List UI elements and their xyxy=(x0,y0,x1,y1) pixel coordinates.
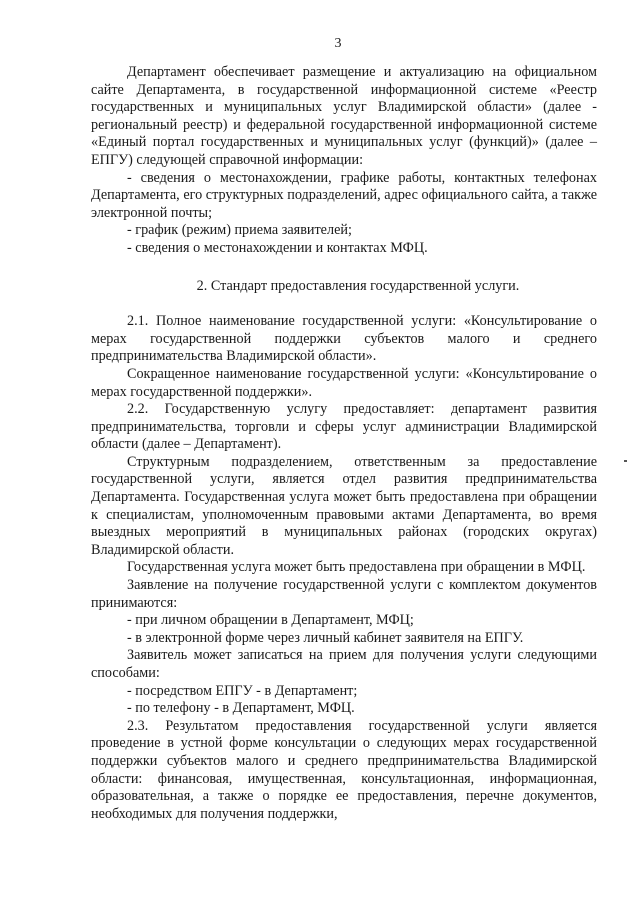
section-heading: 2. Стандарт предоставления государственной услуги. xyxy=(196,277,520,294)
list-item-electronic: - в электронной форме через личный кабинет заявителя на ЕПГУ. xyxy=(127,629,524,646)
paragraph-appointment: Заявитель может записаться на прием для получения услуги следующими способами: xyxy=(91,647,597,681)
list-item-location-info: - сведения о местонахождении, графике работы, контактных телефонах Департамента, его структурных подразделений, адрес официального сайта, а также электронной почты; xyxy=(91,169,597,221)
list-item-in-person: - при личном обращении в Департамент, МФЦ; xyxy=(127,612,414,629)
list-item-by-phone: - по телефону - в Департамент, МФЦ. xyxy=(127,700,355,717)
list-item-via-epgu: - посредством ЕПГУ - в Департамент; xyxy=(127,682,358,699)
scan-artifact xyxy=(624,460,627,462)
paragraph-2-3-result: 2.3. Результатом предоставления государственной услуги является проведение в устной форме консультации о следующих мерах государственной поддержки субъектов малого и среднего предпринимательства Владимирской области: финансовая, имущественная, консультационная, информационная, образовательная, а также о порядке ее предоставления, перечне документов, необходимых для получения поддержки, xyxy=(91,717,597,822)
paragraph-info-placement: Департамент обеспечивает размещение и актуализацию на официальном сайте Департамента, в государственной информационной системе «Реестр государственных и муниципальных услуг Владимирской области» (далее - региональный реестр) и федеральной государственной информационной системе «Единый портал государственных и муниципальных услуг (функций)» (далее – ЕПГУ) следующей справочной информации: xyxy=(91,64,597,168)
list-item-mfc-contacts: - сведения о местонахождении и контактах МФЦ. xyxy=(127,239,428,256)
document-body xyxy=(91,64,597,823)
list-item-schedule: - график (режим) приема заявителей; xyxy=(127,222,352,239)
page-number: 3 xyxy=(334,36,342,51)
paragraph-2-2-provider: 2.2. Государственную услугу предоставляет: департамент развития предпринимательства, торговли и сферы услуг администрации Владимирской области (далее – Департамент). xyxy=(91,401,597,453)
paragraph-structural-unit: Структурным подразделением, ответственным за предоставление государственной услуги, является отдел развития предпринимательства Департамента. Государственная услуга может быть предоставлена при обращении к специалистам, уполномоченным правовыми актами Департамента, во время выездных мероприятий в муниципальных районах (городских округах) Владимирской области. xyxy=(91,453,597,558)
paragraph-2-1-full-name: 2.1. Полное наименование государственной услуги: «Консультирование о мерах государственной поддержки субъектов малого и среднего предпринимательства Владимирской области». xyxy=(91,313,597,365)
paragraph-short-name: Сокращенное наименование государственной услуги: «Консультирование о мерах государственной поддержки». xyxy=(91,365,597,400)
paragraph-mfc: Государственная услуга может быть предоставлена при обращении в МФЦ. xyxy=(127,559,586,576)
paragraph-application: Заявление на получение государственной услуги с комплектом документов принимаются: xyxy=(91,577,597,611)
